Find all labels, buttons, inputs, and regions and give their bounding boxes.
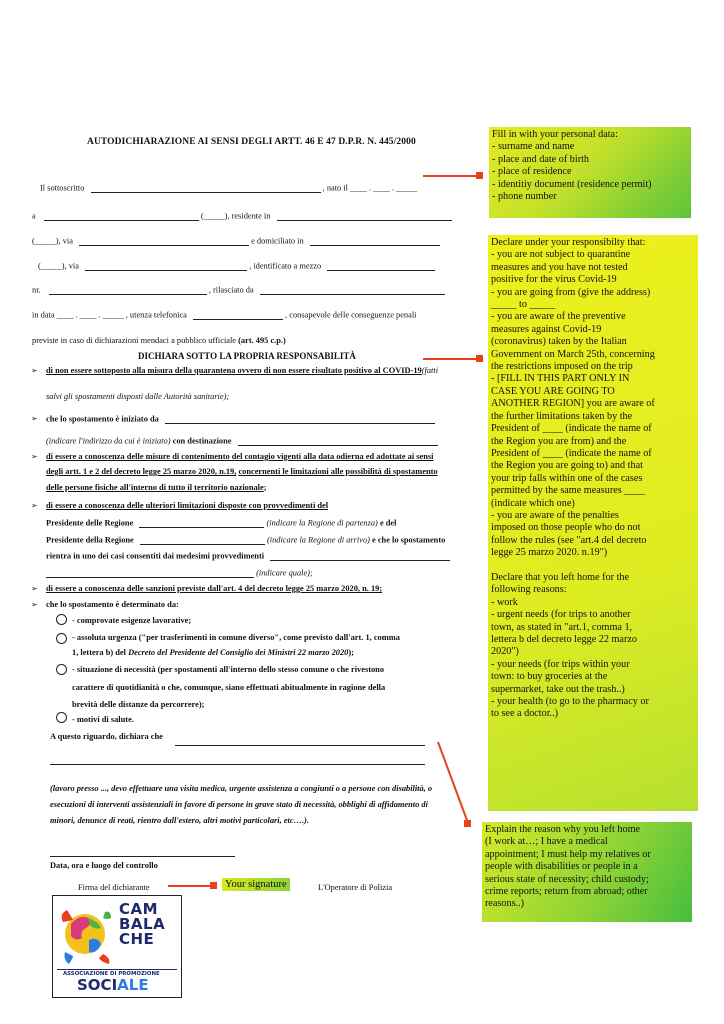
decl-regions-l3 <box>46 536 445 545</box>
decl-measures-l3: delle persone fisiche all'interno di tutto il territorio nazionale; <box>46 483 267 492</box>
hint-start-address: (indicare l'indirizzo da cui è iniziato) <box>46 436 171 446</box>
option-urgent-l1: - assoluta urgenza ("per trasferimenti in comune diverso", come previsto dall'art. 1, comma <box>72 633 400 642</box>
logo-line2: BALA <box>119 915 166 933</box>
label-spostamento: e che lo spostamento <box>372 535 446 545</box>
option-necessity-l3: brevità delle distanze da percorrere); <box>72 700 205 709</box>
label-casi-consentiti: rientra in uno dei casi consentiti dai medesimi provvedimenti <box>46 551 265 561</box>
note-line: Declare that you left home for the <box>491 571 630 583</box>
allowed-case-field-2[interactable] <box>46 569 254 578</box>
label-firma: Firma del dichiarante <box>78 883 150 892</box>
option-urgent-checkbox[interactable] <box>56 633 67 644</box>
connector-marker <box>210 882 217 889</box>
label-prov-via-2: (_____), via <box>38 261 79 271</box>
option-urgent-l2c: ); <box>348 648 354 657</box>
label-rilasciato: , rilasciato da <box>208 285 254 295</box>
option-health-checkbox[interactable] <box>56 712 67 723</box>
note-line: measures and you have not tested <box>491 261 628 273</box>
arrow-bullet-icon: ➢ <box>31 414 38 423</box>
label-a-questo-riguardo: A questo riguardo, dichiara che <box>50 732 163 741</box>
note-line: town: to buy groceries at the <box>491 671 608 683</box>
cambalache-logo <box>52 895 182 998</box>
label-nr: nr. <box>32 285 41 295</box>
connector-line <box>168 885 213 887</box>
note-line: Explain the reason why you left home <box>485 824 641 835</box>
note-line <box>491 560 695 572</box>
birthplace-field[interactable] <box>44 212 199 221</box>
logo-line3: CHE <box>119 930 155 948</box>
decl-route-from <box>46 415 435 424</box>
note-line: 2020") <box>491 646 519 658</box>
label-consapevole: , consapevole delle conseguenze penali <box>285 310 417 320</box>
option-necessity-l1: - situazione di necessità (per spostamenti all'interno dello stesso comune o che rivestono <box>72 665 385 674</box>
label-prov-via: (_____), via <box>32 236 73 246</box>
note-line: appointment; I must help my relatives or <box>485 848 651 860</box>
note-line: Declare under your responsibilty that: <box>491 237 646 248</box>
note-line: President of ____ (indicate the name of <box>491 423 652 435</box>
note-line: - identitiy document (residence permit) <box>492 178 652 190</box>
note-line: - place of residence <box>492 166 572 178</box>
note-line: Government on March 25th, concerning <box>491 348 655 360</box>
arrow-bullet-icon: ➢ <box>31 584 38 593</box>
option-necessity-checkbox[interactable] <box>56 664 67 675</box>
issuer-field[interactable] <box>260 286 445 295</box>
note-line: lettera b del decreto legge 22 marzo <box>491 634 637 645</box>
region-from-field[interactable] <box>139 519 264 528</box>
option-urgent-l2a: 1, lettera b) del <box>72 648 126 657</box>
decl-quarantine <box>46 367 438 375</box>
street-field[interactable] <box>79 237 249 246</box>
arrow-bullet-icon: ➢ <box>31 452 38 461</box>
form-row-document <box>32 286 445 295</box>
street-field-2[interactable] <box>85 262 247 271</box>
decl-sanctions: di essere a conoscenza delle sanzioni previste dall'art. 4 del decreto legge 25 marzo 2020, n. 19; <box>46 584 383 593</box>
form-row-residence <box>32 212 452 221</box>
decl-regions-l1 <box>46 502 328 510</box>
note-line: reasons..) <box>485 898 525 910</box>
connector-line <box>423 175 481 177</box>
note-line: (I work at…; I have a medical <box>485 836 608 848</box>
note-line: ANOTHER REGION] you are aware of <box>491 398 655 410</box>
note-line: - [FILL IN THIS PART ONLY IN <box>491 373 630 385</box>
logo-sociale <box>77 978 149 993</box>
reason-hint-l2: esecuzioni di interventi assistenziali in favore di persone in grave stato di necessità, obblighi di affidamento di <box>50 800 428 809</box>
note-line: to see a doctor..) <box>491 708 559 720</box>
form-row-phone <box>32 311 416 320</box>
decl-quarantine-note: salvi gli spostamenti disposti dalle Autorità sanitarie); <box>46 392 230 401</box>
region-to-field[interactable] <box>140 536 265 545</box>
phone-field[interactable] <box>193 311 283 320</box>
label-data-ora: Data, ora e luogo del controllo <box>50 861 158 870</box>
domicile-field[interactable] <box>310 237 440 246</box>
note-line: - you are going from (give the address) <box>491 286 651 298</box>
note-line: follow the rules (see "art.4 del decreto <box>491 534 647 546</box>
note-line: supermarket, take out the trash..) <box>491 683 625 695</box>
option-work-checkbox[interactable] <box>56 614 67 625</box>
note-line: - surname and name <box>492 141 575 153</box>
hint-indicare-quale: (indicare quale); <box>256 568 313 578</box>
note-line: President of ____ (indicate the name of <box>491 447 652 459</box>
label-a: a <box>32 211 36 221</box>
label-sottoscritto: Il sottoscritto <box>40 183 85 193</box>
reason-hint-l1: (lavoro presso ..., devo effettuare una visita medica, urgente assistenza a congiunti o a persone con disabilità, o <box>50 784 433 793</box>
decl-measures-l1 <box>46 453 433 461</box>
doc-number-field[interactable] <box>49 286 207 295</box>
form-title: AUTODICHIARAZIONE AI SENSI DEGLI ARTT. 46 E 47 D.P.R. N. 445/2000 <box>87 137 416 147</box>
label-e-del: e del <box>379 518 397 528</box>
note-line: (indicate which one) <box>491 497 575 509</box>
label-identificato: , identificato a mezzo <box>249 261 322 271</box>
name-field[interactable] <box>91 184 321 193</box>
note-line: the Region you are from) and the <box>491 435 627 447</box>
decl-regions-l5 <box>46 569 313 578</box>
note-line: town, as stated in "art.1, comma 1, <box>491 621 633 633</box>
decl-regions-l4 <box>46 552 450 561</box>
connector-diagonal <box>435 740 475 832</box>
label-art495: (art. 495 c.p.) <box>238 336 286 345</box>
note-line: serious state of necessity; child custody; <box>485 873 649 885</box>
reason-field-2[interactable] <box>50 756 425 765</box>
note-reason <box>482 822 692 922</box>
note-signature: Your signature <box>222 878 290 891</box>
note-declarations <box>488 235 698 811</box>
note-line: positive for the virus Covid-19 <box>491 274 617 286</box>
label-domiciliato: e domiciliato in <box>251 236 304 246</box>
form-row-name <box>40 184 417 193</box>
note-line: the restrictions imposed on the trip <box>491 361 633 373</box>
note-line: CASE YOU ARE GOING TO <box>491 385 615 397</box>
note-line: your trip falls within one of the cases <box>491 472 643 484</box>
option-work-label: - comprovate esigenze lavorative; <box>72 616 192 625</box>
decl-reason-heading: che lo spostamento è determinato da: <box>46 600 179 609</box>
form-row-previste <box>32 337 286 345</box>
decl-route-to <box>46 437 438 446</box>
start-address-field[interactable] <box>165 415 435 424</box>
reason-field-1[interactable] <box>175 737 425 746</box>
note-line: following reasons: <box>491 584 567 596</box>
logo-wordmark <box>119 902 165 947</box>
arrow-bullet-icon: ➢ <box>31 600 38 609</box>
note-line: - urgent needs (for trips to another <box>491 609 631 621</box>
logo-sociale-a: SOCI <box>77 976 118 994</box>
option-urgent-l2b: Decreto del Presidente del Consiglio dei Ministri 22 marzo 2020 <box>128 648 349 657</box>
option-urgent-l2 <box>72 649 354 657</box>
note-line: - your health (to go to the pharmacy or <box>491 696 649 708</box>
id-doc-field[interactable] <box>327 262 435 271</box>
decl-measures-text: di essere a conoscenza delle misure di contenimento del contagio vigenti alla data odierna ed adottate ai sensi <box>46 452 434 461</box>
note-line: the further limitations taken by the <box>491 410 633 422</box>
note-line: permitted by the same measures ____ <box>491 485 645 497</box>
arrow-bullet-icon: ➢ <box>31 366 38 375</box>
label-operatore: L'Operatore di Polizia <box>318 883 393 892</box>
note-personal-data <box>489 127 691 218</box>
decl-measures-l2 <box>46 468 438 476</box>
note-line: imposed on those people who do not <box>491 522 641 534</box>
label-iniziato-da: che lo spostamento è iniziato da <box>46 414 159 424</box>
hint-region-to: (indicare la Regione di arrivo) <box>266 535 370 545</box>
logo-sociale-b: ALE <box>117 976 149 994</box>
note-line: - you are not subject to quarantine <box>491 249 631 261</box>
form-row-identity <box>38 262 435 271</box>
logo-divider <box>57 969 177 970</box>
control-datetime-field[interactable] <box>50 848 235 857</box>
note-line: - phone number <box>492 191 557 203</box>
logo-line1: CAM <box>119 900 159 918</box>
note-line: measures against Covid-19 <box>491 323 602 335</box>
option-necessity-l2: carattere di quotidianità o che, comunque, siano effettuati abitualmente in ragione della <box>72 683 386 692</box>
note-line: - you are aware of the preventive <box>491 311 626 323</box>
arrow-bullet-icon: ➢ <box>31 501 38 510</box>
form-row-domicile <box>32 237 440 246</box>
decl-measures-text-2b: concernenti le limitazioni alle possibilità di spostamento <box>238 467 438 476</box>
label-residente: (_____), residente in <box>200 211 271 221</box>
note-line: crime reports; return from abroad; other <box>485 886 648 898</box>
decl-regions-l2 <box>46 519 396 528</box>
note-line: legge 25 marzo 2020. n.19") <box>491 547 608 559</box>
note-line: _____ to _____ <box>491 299 555 311</box>
residence-field[interactable] <box>277 212 452 221</box>
label-nato-il: , nato il ____ . ____ . _____ <box>322 183 418 193</box>
note-line: (coronavirus) taken by the Italian <box>491 336 627 348</box>
logo-tagline: ASSOCIAZIONE DI PROMOZIONE <box>63 971 160 977</box>
hint-region-from: (indicare la Regione di partenza) <box>266 518 378 528</box>
connector-marker <box>476 355 483 362</box>
note-line: Fill in with your personal data: <box>492 129 618 140</box>
note-line: - you are aware of the penalties <box>491 509 619 521</box>
decl-quarantine-text: di non essere sottoposto alla misura della quarantena ovvero di non essere risultato positivo al COVID-19 <box>46 366 422 375</box>
globe-hands-icon <box>59 904 111 966</box>
connector-marker <box>476 172 483 179</box>
destination-field[interactable] <box>238 437 438 446</box>
label-in-data: in data ____ . ____ . _____ , utenza telefonica <box>32 310 187 320</box>
decl-measures-text-3: delle persone fisiche all'interno di tutto il territorio nazionale <box>46 483 264 492</box>
label-destinazione: con destinazione <box>172 436 232 446</box>
label-presidente-arrivo: Presidente della Regione <box>46 535 134 545</box>
decl-measures-text-2a: degli artt. 1 e 2 del decreto legge 25 marzo 2020, n.19, <box>46 467 237 476</box>
note-line: the Region you are going to) and that <box>491 460 643 472</box>
note-line: - work <box>491 596 518 608</box>
note-line: - place and date of birth <box>492 153 590 165</box>
reason-hint-l3: minori, denunce di reati, rientro dall'estero, altri motivi particolari, etc….). <box>50 816 309 825</box>
decl-regions-text: di essere a conoscenza delle ulteriori limitazioni disposte con provvedimenti del <box>46 501 329 510</box>
label-presidente-partenza: Presidente delle Regione <box>46 518 134 528</box>
note-line: people with disabilities or people in a <box>485 861 638 873</box>
decl-quarantine-tail: (fatti <box>421 366 439 375</box>
option-health-label: - motivi di salute. <box>72 715 134 724</box>
connector-line <box>423 358 481 360</box>
label-previste: previste in caso di dichiarazioni mendaci a pubblico ufficiale <box>32 336 237 345</box>
allowed-case-field[interactable] <box>270 552 450 561</box>
dichiara-heading: DICHIARA SOTTO LA PROPRIA RESPONSABILITÀ <box>138 351 356 361</box>
note-line: - your needs (for trips within your <box>491 658 630 670</box>
